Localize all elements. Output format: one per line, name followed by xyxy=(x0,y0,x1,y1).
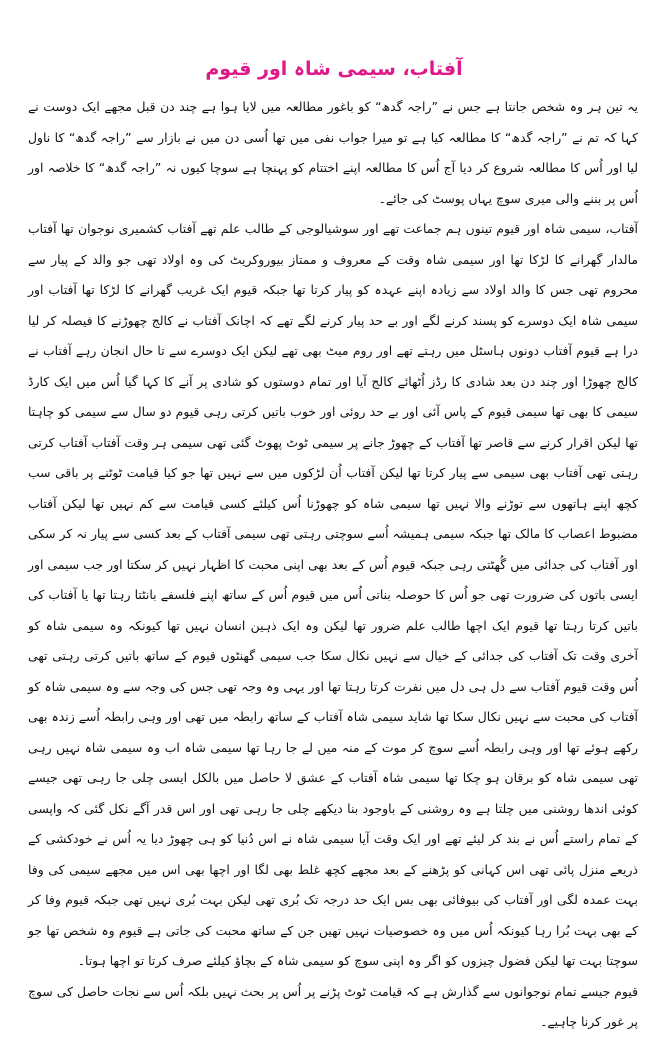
article-title: آفتاب، سیمی شاہ اور قیوم xyxy=(205,58,463,80)
paragraph-intro: یہ تین ہر وہ شخص جانتا ہے جس نے ”راجہ گدھ“ کو باغور مطالعہ میں لایا ہوا ہے چند دن قبل مجھے ایک دوست نے کہا کہ تم نے ”راجہ گدھ“ کا مطالعہ کیا ہے تو میرا جواب نفی میں تھا اُسی دن میں نے بازار سے ”راجہ گدھ“ کا ناول لیا اور اُس کا مطالعہ شروع کر دیا آج اُس کا مطالعہ اپنے اختتام کو پہنچا ہے سوچا کیوں نہ ”راجہ گدھ“ کا خلاصہ اور اُس پر بننے والی میری سوچ یہاں پوسٹ کی جائے۔ xyxy=(28,99,638,206)
paragraph-story: آفتاب، سیمی شاہ اور قیوم تینوں ہم جماعت تھے اور سوشیالوجی کے طالب علم تھے آفتاب کشمیری نوجوان تھا آفتاب مالدار گھرانے کا لڑکا تھا اور سیمی شاہ وقت کے معروف و ممتاز بیوروکریٹ کی وہ اولاد تھی جو والد کے پیار سے محروم تھی جس کا والد اولاد سے زیادہ اپنے عہدہ کو پیار کرتا تھا جبکہ قیوم ایک غریب گھرانے کا لڑکا تھا آفتاب اور سیمی شاہ ایک دوسرے کو پسند کرنے لگے اور بے حد پیار کرنے لگے تھے کہ اچانک آفتاب نے کالج چھوڑنے کا فیصلہ کر لیا درا ہے قیوم آفتاب دونوں ہاسٹل میں رہتے تھے اور روم میٹ بھی تھے لیکن ایک دوسرے سے تا حال انجان رہے آفتاب نے کالج چھوڑا اور چند دن بعد شادی کا رڈز اُٹھائے کالج آیا اور تمام دوستوں کو شادی پر آنے کا کہا گیا اُس میں ایک کارڈ سیمی کا بھی تھا سیمی قیوم کے پاس آئی اور بے حد روئی اور خوب باتیں کرتی رہی قیوم دو سال سے سیمی کو چاہتا تھا لیکن اقرار کرنے سے قاصر تھا آفتاب کے چھوڑ جانے پر سیمی ٹوٹ پھوٹ گئی تھی سیمی ہر وقت آفتاب آفتاب کرتی رہتی تھی آفتاب بھی سیمی سے پیار کرتا تھا لیکن آفتاب اُن لڑکوں میں سے نہیں تھا جو کیا قیامت ٹوٹنے پر باقی سب کچھ اپنے ہاتھوں سے توڑنے والا نہیں تھا سیمی شاہ کو چھوڑنا اُس کیلئے کسی قیامت سے کم نہیں تھا لیکن آفتاب مضبوط اعصاب کا مالک تھا جبکہ سیمی ہمیشہ اُسے سوچتی رہتی تھی سیمی آفتاب کے بعد کسی سے پیار نہ کر سکی اور آفتاب کی جدائی میں گُھٹتی رہی جبکہ قیوم اُس کے بعد بھی اپنی محبت کا اظہار نہیں کر سکتا اور جب سیمی اور ایسی باتوں کی ضرورت تھی جو اُس کا حوصلہ بناتی اُس میں قیوم اُس کے ساتھ اپنے فلسفے بانٹتا رہتا تھا یا آفتاب کی باتیں کرتا رہتا تھا قیوم ایک اچھا طالب علم ضرور تھا لیکن وہ ایک ذہین انسان نہیں تھا کیونکہ وہ سیمی شاہ کو آخری وقت تک آفتاب کی جدائی کے خیال سے نہیں نکال سکا جب سیمی گھنٹوں قیوم کے ساتھ باتیں کرتی رہتی تھی اُس وقت قیوم آفتاب سے دل ہی دل میں نفرت کرتا رہتا تھا اور یہی وہ وجہ تھی جس کی وجہ سے وہ سیمی شاہ کو آفتاب کی محبت سے نہیں نکال سکا تھا شاید سیمی شاہ آفتاب کے ساتھ رابطہ میں تھی اور وہی رابطہ اُسے زندہ بھی رکھے ہوئے تھا اور وہی رابطہ اُسے سوچ کر موت کے منہ میں لے جا رہا تھا سیمی شاہ اب وہ سیمی شاہ نہیں رہی تھی سیمی شاہ کو برقان ہو چکا تھا سیمی شاہ آفتاب کے عشق لا حاصل میں بالکل ایسی چلی جا رہی تھی جیسے کوئی اندھا روشنی میں چلتا ہے وہ روشنی کے باوجود بنا دیکھے چلی جا رہی تھی اور اس قدر آگے نکل گئی کہ واپسی کے تمام راستے اُس نے بند کر لیئے تھے اور ایک وقت آیا سیمی شاہ نے اس دُنیا کو ہی چھوڑ دیا یہ اُس نے خودکشی کے ذریعے منزل پائی تھی اس کہانی کو پڑھنے کے بعد مجھے کچھ غلط بھی لگا اور اچھا بھی اس میں مجھے سیمی کی وفا بہت عمدہ لگی اور آفتاب کی بیوفائی بھی بس ایک حد درجہ تک بُری تھی لیکن بہت بُری نہیں تھی جبکہ قیوم وفا کر کے بھی بہت بُرا رہا کیونکہ اُس میں وہ خصوصیات نہیں تھیں جن کے ساتھ محبت کی جاتی ہے قیوم وہ شخص تھا جو سوچتا بہت تھا لیکن فضول چیزوں کو اگر وہ اپنی سوچ کو سیمی شاہ کے بچاؤ کیلئے صرف کرتا تو اچھا ہوتا۔ xyxy=(28,221,638,968)
article-body xyxy=(28,92,638,1038)
paragraph-conclusion: قیوم جیسے تمام نوجوانوں سے گذارش ہے کہ قیامت ٹوٹ پڑنے پر اُس پر بحث نہیں بلکہ اُس سے نجات حاصل کی سوچ پر غور کرنا چاہیے۔ xyxy=(28,983,638,1029)
